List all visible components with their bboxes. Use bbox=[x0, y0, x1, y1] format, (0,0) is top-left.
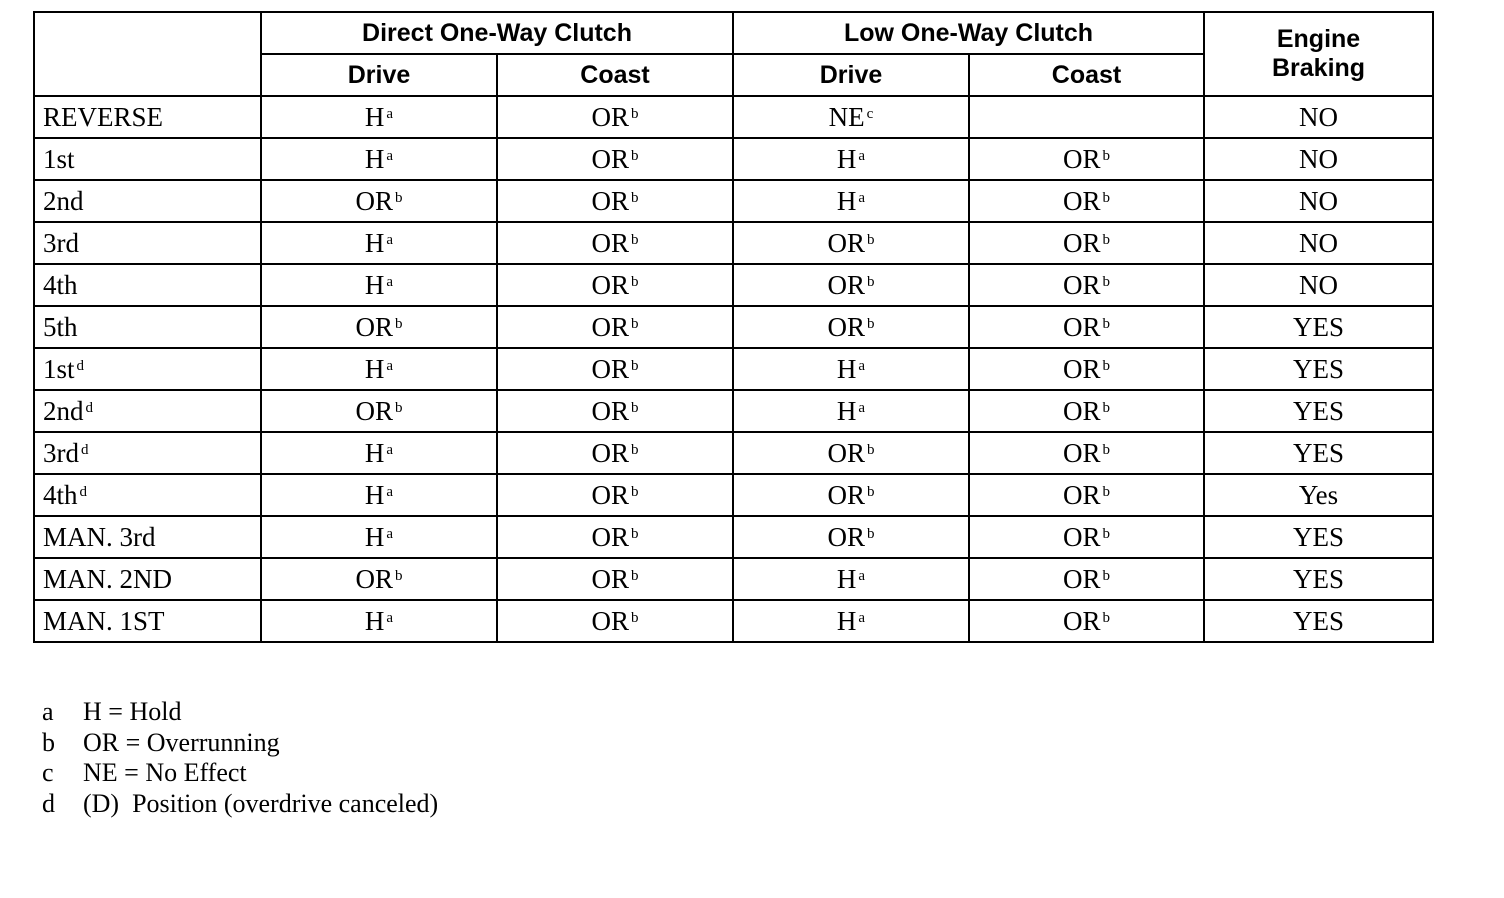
header-direct-one-way-clutch: Direct One-Way Clutch bbox=[261, 12, 733, 54]
direct-drive-cell bbox=[261, 348, 497, 390]
direct-drive-cell bbox=[261, 558, 497, 600]
direct-coast-cell bbox=[497, 558, 733, 600]
cell-value: OR bbox=[591, 479, 630, 510]
cell-value: OR bbox=[355, 185, 393, 216]
cell-footnote-marker: b bbox=[631, 483, 639, 500]
low-coast-cell bbox=[969, 390, 1204, 432]
cell-value: H bbox=[364, 227, 385, 258]
cell-footnote-marker: b bbox=[631, 399, 639, 416]
table-row bbox=[34, 348, 1433, 390]
direct-coast-cell bbox=[497, 96, 733, 138]
cell-footnote-marker: a bbox=[386, 147, 394, 164]
cell-footnote-marker: b bbox=[867, 273, 875, 290]
low-coast-cell bbox=[969, 474, 1204, 516]
cell-footnote-marker: b bbox=[867, 231, 875, 248]
gear-cell bbox=[34, 348, 261, 390]
engine-braking-cell: NO bbox=[1204, 138, 1433, 180]
cell-value: OR bbox=[355, 395, 393, 426]
engine-braking-cell: YES bbox=[1204, 390, 1433, 432]
cell-footnote-marker: b bbox=[631, 273, 639, 290]
cell-footnote-marker: a bbox=[858, 399, 866, 416]
cell-value: OR bbox=[1063, 143, 1101, 174]
low-coast-cell bbox=[969, 432, 1204, 474]
cell-footnote-marker: a bbox=[386, 609, 394, 626]
cell-value: OR bbox=[827, 437, 866, 468]
direct-drive-cell bbox=[261, 264, 497, 306]
cell-footnote-marker: a bbox=[386, 525, 394, 542]
table-row bbox=[34, 600, 1433, 642]
direct-drive-cell bbox=[261, 432, 497, 474]
cell-footnote-marker: a bbox=[858, 189, 866, 206]
gear-label: 2nd bbox=[43, 395, 84, 426]
cell-value: H bbox=[836, 353, 857, 384]
gear-cell bbox=[34, 180, 261, 222]
low-coast-cell bbox=[969, 600, 1204, 642]
cell-footnote-marker: b bbox=[631, 441, 639, 458]
table-body bbox=[34, 96, 1433, 642]
footnote-item bbox=[42, 697, 438, 728]
cell-footnote-marker: a bbox=[858, 609, 866, 626]
low-coast-cell bbox=[969, 558, 1204, 600]
cell-value: H bbox=[836, 563, 857, 594]
cell-footnote-marker: b bbox=[395, 567, 403, 584]
footnote-item bbox=[42, 789, 438, 820]
footnote-text: NE = No Effect bbox=[83, 758, 247, 787]
table-row bbox=[34, 138, 1433, 180]
table-row bbox=[34, 222, 1433, 264]
cell-value: OR bbox=[591, 269, 630, 300]
cell-footnote-marker: a bbox=[858, 357, 866, 374]
cell-footnote-marker: b bbox=[1102, 357, 1111, 374]
cell-footnote-marker: b bbox=[1102, 315, 1111, 332]
low-coast-cell bbox=[969, 264, 1204, 306]
subheader-direct-coast: Coast bbox=[497, 54, 733, 96]
cell-footnote-marker: b bbox=[1102, 147, 1111, 164]
gear-label: MAN. 1ST bbox=[43, 605, 165, 636]
header-low-one-way-clutch: Low One-Way Clutch bbox=[733, 12, 1204, 54]
cell-value: OR bbox=[1063, 563, 1101, 594]
gear-label: 4th bbox=[43, 479, 78, 510]
cell-value: OR bbox=[1063, 395, 1101, 426]
cell-footnote-marker: a bbox=[386, 357, 394, 374]
gear-cell bbox=[34, 474, 261, 516]
cell-footnote-marker: a bbox=[386, 441, 394, 458]
footnote-text: OR = Overrunning bbox=[83, 727, 280, 757]
header-engine-braking-line1: Engine bbox=[1276, 25, 1361, 53]
cell-footnote-marker: a bbox=[386, 483, 394, 500]
cell-footnote-marker: b bbox=[1102, 609, 1111, 626]
cell-footnote-marker: b bbox=[631, 189, 639, 206]
cell-value: H bbox=[836, 185, 857, 216]
cell-value: OR bbox=[591, 101, 630, 132]
engine-braking-cell: NO bbox=[1204, 96, 1433, 138]
gear-cell bbox=[34, 96, 261, 138]
footnote-key: c bbox=[42, 758, 54, 787]
engine-braking-cell: YES bbox=[1204, 432, 1433, 474]
engine-braking-cell: NO bbox=[1204, 264, 1433, 306]
cell-value: OR bbox=[1063, 353, 1101, 384]
gear-footnote-marker: d bbox=[81, 441, 89, 458]
engine-braking-cell: Yes bbox=[1204, 474, 1433, 516]
cell-value: OR bbox=[1063, 311, 1101, 342]
header-engine-braking-line2: Braking bbox=[1271, 54, 1366, 82]
cell-value: OR bbox=[1063, 605, 1101, 636]
gear-cell bbox=[34, 306, 261, 348]
cell-footnote-marker: b bbox=[1102, 441, 1111, 458]
header-blank-cell bbox=[34, 12, 261, 96]
engine-braking-cell: YES bbox=[1204, 306, 1433, 348]
cell-value: H bbox=[364, 437, 385, 468]
direct-drive-cell bbox=[261, 306, 497, 348]
low-coast-cell bbox=[969, 222, 1204, 264]
footnote-key: d bbox=[42, 788, 55, 818]
cell-value: H bbox=[836, 395, 857, 426]
engine-braking-cell: YES bbox=[1204, 600, 1433, 642]
gear-label: MAN. 2ND bbox=[43, 563, 173, 594]
footnote-item bbox=[42, 758, 438, 789]
table-row bbox=[34, 96, 1433, 138]
cell-value: OR bbox=[591, 563, 630, 594]
direct-coast-cell bbox=[497, 474, 733, 516]
cell-value: H bbox=[364, 479, 385, 510]
cell-footnote-marker: a bbox=[858, 147, 866, 164]
direct-coast-cell bbox=[497, 264, 733, 306]
footnote-key: a bbox=[42, 697, 54, 726]
cell-value: OR bbox=[591, 437, 630, 468]
gear-label: 1st bbox=[43, 143, 75, 174]
table-row bbox=[34, 306, 1433, 348]
cell-value: OR bbox=[1063, 521, 1101, 552]
direct-drive-cell bbox=[261, 180, 497, 222]
low-drive-cell bbox=[733, 390, 969, 432]
direct-drive-cell bbox=[261, 222, 497, 264]
cell-footnote-marker: b bbox=[631, 231, 639, 248]
gear-cell bbox=[34, 432, 261, 474]
cell-footnote-marker: b bbox=[1102, 525, 1111, 542]
low-drive-cell bbox=[733, 432, 969, 474]
cell-footnote-marker: a bbox=[858, 567, 866, 584]
low-coast-cell bbox=[969, 138, 1204, 180]
cell-value: OR bbox=[1063, 185, 1101, 216]
cell-value: OR bbox=[591, 353, 630, 384]
cell-footnote-marker: a bbox=[386, 273, 394, 290]
cell-footnote-marker: b bbox=[631, 357, 639, 374]
direct-drive-cell bbox=[261, 390, 497, 432]
footnote-text: H = Hold bbox=[83, 697, 182, 726]
cell-footnote-marker: b bbox=[867, 315, 875, 332]
cell-footnote-marker: b bbox=[1102, 231, 1111, 248]
cell-footnote-marker: b bbox=[1102, 399, 1111, 416]
direct-coast-cell bbox=[497, 180, 733, 222]
cell-footnote-marker: b bbox=[867, 441, 875, 458]
low-drive-cell bbox=[733, 180, 969, 222]
direct-coast-cell bbox=[497, 348, 733, 390]
low-drive-cell bbox=[733, 96, 969, 138]
cell-footnote-marker: b bbox=[395, 315, 403, 332]
cell-value: OR bbox=[355, 563, 393, 594]
gear-label: 4th bbox=[43, 269, 78, 300]
low-drive-cell bbox=[733, 516, 969, 558]
engine-braking-cell: YES bbox=[1204, 348, 1433, 390]
cell-footnote-marker: b bbox=[631, 525, 639, 542]
cell-value: OR bbox=[827, 311, 866, 342]
low-drive-cell bbox=[733, 306, 969, 348]
cell-footnote-marker: a bbox=[386, 231, 394, 248]
cell-value: H bbox=[364, 353, 385, 384]
cell-value: H bbox=[364, 101, 385, 132]
gear-label: 5th bbox=[43, 311, 78, 342]
cell-footnote-marker: c bbox=[866, 105, 874, 122]
cell-value: OR bbox=[591, 521, 630, 552]
clutch-application-table bbox=[33, 11, 1434, 643]
low-coast-cell bbox=[969, 348, 1204, 390]
cell-footnote-marker: b bbox=[631, 609, 639, 626]
cell-value: OR bbox=[591, 311, 630, 342]
table-row bbox=[34, 516, 1433, 558]
footnote-text: (D) Position (overdrive canceled) bbox=[83, 788, 439, 818]
cell-footnote-marker: b bbox=[867, 483, 875, 500]
low-drive-cell bbox=[733, 474, 969, 516]
low-drive-cell bbox=[733, 600, 969, 642]
direct-drive-cell bbox=[261, 96, 497, 138]
cell-footnote-marker: a bbox=[386, 105, 394, 122]
cell-value: H bbox=[364, 605, 385, 636]
direct-drive-cell bbox=[261, 474, 497, 516]
cell-value: OR bbox=[827, 269, 866, 300]
gear-footnote-marker: d bbox=[85, 399, 93, 416]
cell-footnote-marker: b bbox=[1102, 567, 1111, 584]
cell-value: OR bbox=[1063, 437, 1101, 468]
low-coast-cell bbox=[969, 96, 1204, 138]
cell-value: OR bbox=[827, 479, 866, 510]
direct-drive-cell bbox=[261, 138, 497, 180]
gear-label: MAN. 3rd bbox=[43, 521, 156, 552]
low-coast-cell bbox=[969, 180, 1204, 222]
low-coast-cell bbox=[969, 516, 1204, 558]
cell-value: OR bbox=[1063, 479, 1101, 510]
cell-footnote-marker: b bbox=[1102, 273, 1111, 290]
table-row bbox=[34, 558, 1433, 600]
low-coast-cell bbox=[969, 306, 1204, 348]
footnote-item bbox=[42, 728, 438, 759]
engine-braking-cell: YES bbox=[1204, 558, 1433, 600]
footnotes bbox=[42, 697, 438, 819]
low-drive-cell bbox=[733, 348, 969, 390]
header-engine-braking bbox=[1204, 12, 1433, 96]
cell-footnote-marker: b bbox=[395, 399, 403, 416]
footnote-key: b bbox=[42, 727, 55, 757]
gear-footnote-marker: d bbox=[76, 357, 85, 374]
cell-value: OR bbox=[1063, 227, 1101, 258]
cell-value: H bbox=[364, 143, 385, 174]
cell-footnote-marker: b bbox=[1102, 189, 1111, 206]
table-row bbox=[34, 264, 1433, 306]
cell-value: OR bbox=[591, 395, 630, 426]
cell-value: OR bbox=[591, 185, 630, 216]
table-row bbox=[34, 474, 1433, 516]
gear-cell bbox=[34, 264, 261, 306]
gear-cell bbox=[34, 138, 261, 180]
cell-value: OR bbox=[827, 227, 866, 258]
cell-footnote-marker: b bbox=[631, 105, 639, 122]
cell-footnote-marker: b bbox=[631, 147, 639, 164]
low-drive-cell bbox=[733, 138, 969, 180]
gear-label: 2nd bbox=[43, 185, 84, 216]
cell-value: OR bbox=[355, 311, 393, 342]
gear-cell bbox=[34, 222, 261, 264]
low-drive-cell bbox=[733, 222, 969, 264]
gear-label: 1st bbox=[43, 353, 75, 384]
cell-value: OR bbox=[591, 227, 630, 258]
gear-cell bbox=[34, 390, 261, 432]
cell-value: H bbox=[836, 605, 857, 636]
gear-label: 3rd bbox=[43, 437, 79, 468]
cell-footnote-marker: b bbox=[631, 315, 639, 332]
direct-drive-cell bbox=[261, 600, 497, 642]
gear-cell bbox=[34, 600, 261, 642]
low-drive-cell bbox=[733, 264, 969, 306]
subheader-low-drive: Drive bbox=[733, 54, 969, 96]
cell-footnote-marker: b bbox=[631, 567, 639, 584]
table-row bbox=[34, 390, 1433, 432]
direct-coast-cell bbox=[497, 516, 733, 558]
subheader-direct-drive: Drive bbox=[261, 54, 497, 96]
cell-value: OR bbox=[1063, 269, 1101, 300]
engine-braking-cell: NO bbox=[1204, 180, 1433, 222]
direct-coast-cell bbox=[497, 600, 733, 642]
cell-value: OR bbox=[591, 143, 630, 174]
cell-value: OR bbox=[591, 605, 630, 636]
cell-value: H bbox=[836, 143, 857, 174]
table-row bbox=[34, 432, 1433, 474]
cell-footnote-marker: b bbox=[395, 189, 403, 206]
direct-coast-cell bbox=[497, 390, 733, 432]
subheader-low-coast: Coast bbox=[969, 54, 1204, 96]
cell-value: NE bbox=[828, 101, 865, 132]
gear-label: 3rd bbox=[43, 227, 79, 258]
direct-coast-cell bbox=[497, 306, 733, 348]
direct-coast-cell bbox=[497, 138, 733, 180]
cell-value: H bbox=[364, 269, 385, 300]
table-row bbox=[34, 180, 1433, 222]
gear-cell bbox=[34, 558, 261, 600]
direct-coast-cell bbox=[497, 432, 733, 474]
cell-value: H bbox=[364, 521, 385, 552]
gear-cell bbox=[34, 516, 261, 558]
gear-label: REVERSE bbox=[43, 101, 164, 132]
cell-footnote-marker: b bbox=[867, 525, 875, 542]
engine-braking-cell: NO bbox=[1204, 222, 1433, 264]
gear-footnote-marker: d bbox=[79, 483, 88, 500]
cell-value: OR bbox=[827, 521, 866, 552]
cell-footnote-marker: b bbox=[1102, 483, 1111, 500]
low-drive-cell bbox=[733, 558, 969, 600]
engine-braking-cell: YES bbox=[1204, 516, 1433, 558]
direct-coast-cell bbox=[497, 222, 733, 264]
direct-drive-cell bbox=[261, 516, 497, 558]
